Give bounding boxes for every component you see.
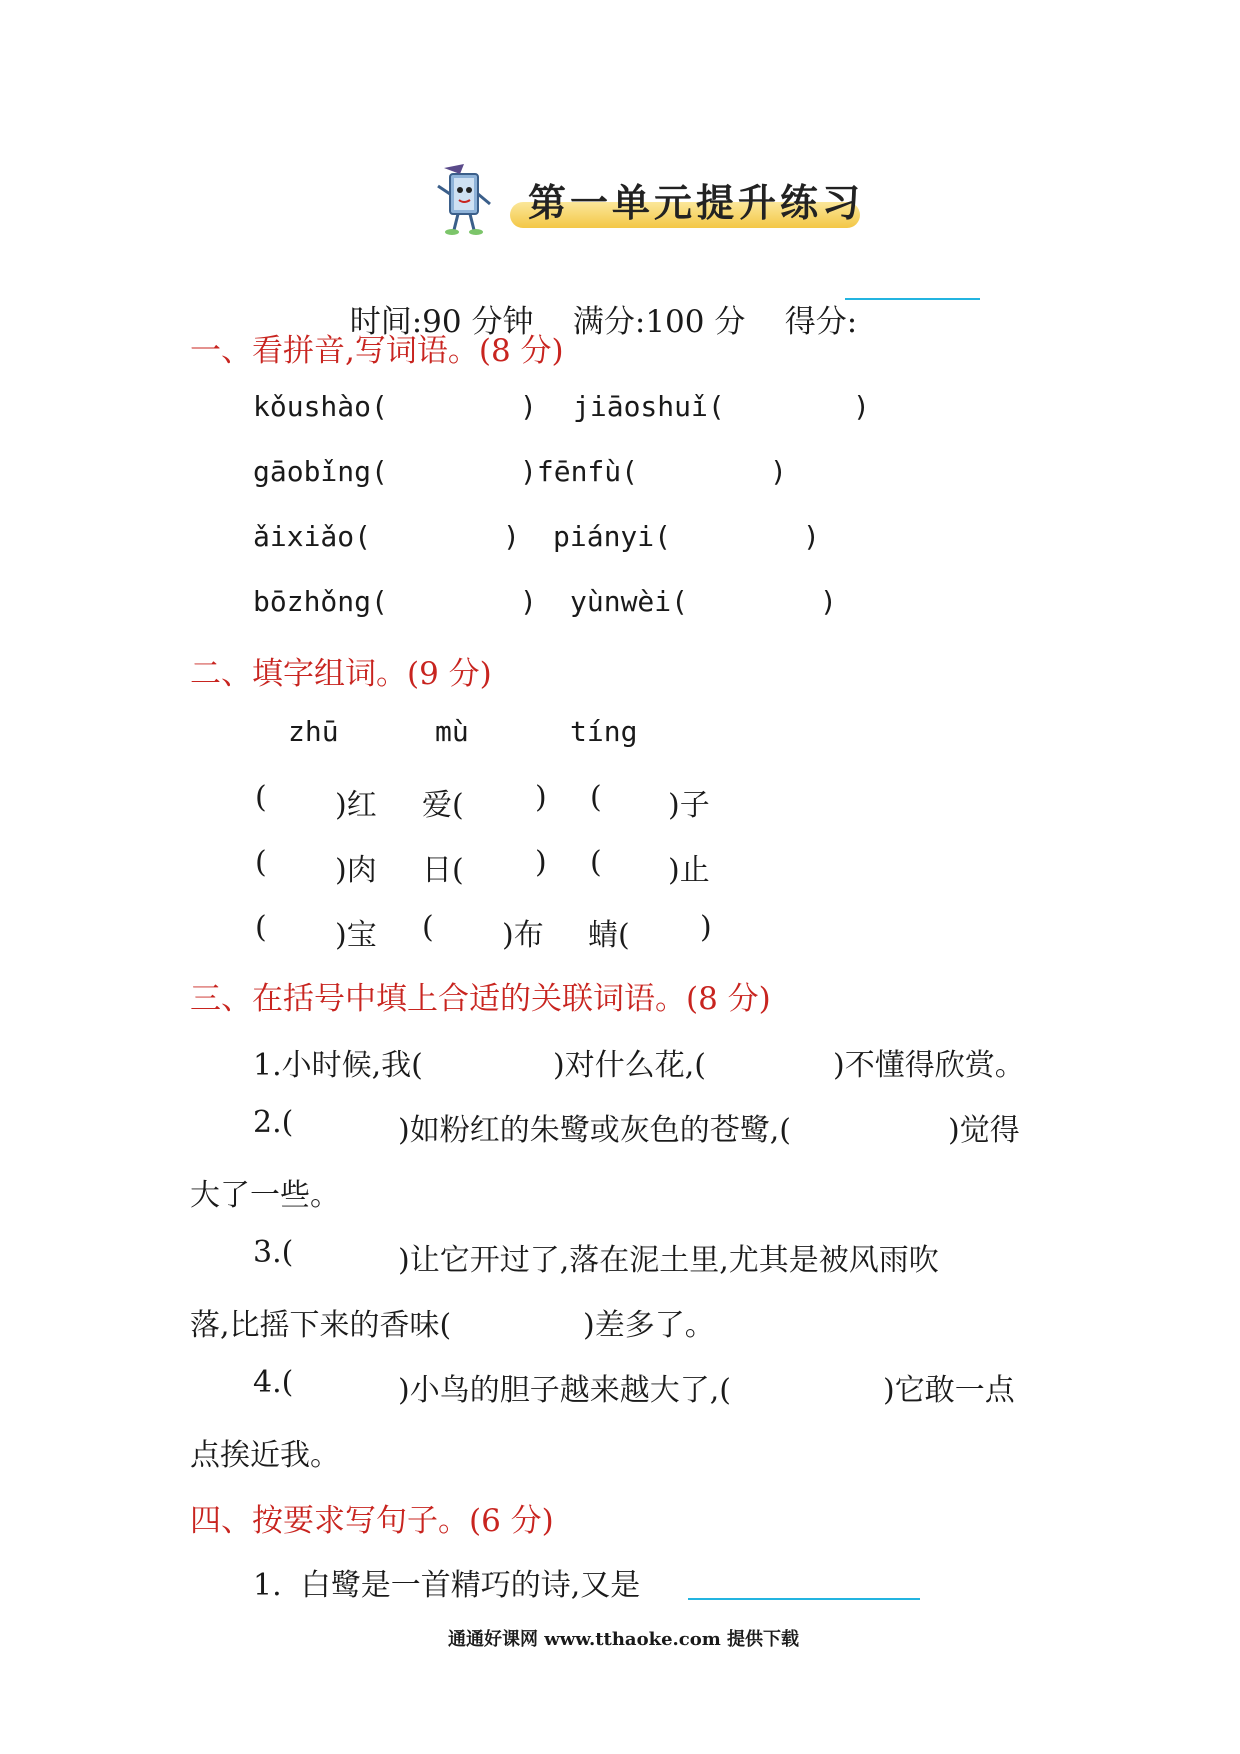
section-heading-3: 三、在括号中填上合适的关联词语。(8 分) (190, 981, 771, 1017)
word-paren: ( (590, 780, 602, 815)
pinyin-item: kǒushào( (253, 390, 388, 423)
word-char: )肉 (335, 853, 377, 888)
pinyin-item: )fēnfù( (520, 455, 639, 488)
sentence-4-part: 4.( (253, 1365, 294, 1400)
pinyin-paren: ) (503, 520, 520, 553)
pinyin-item: piányi( (553, 520, 672, 553)
pinyin-hint: tíng (570, 715, 638, 748)
pinyin-paren: ) (520, 585, 537, 618)
word-char: )宝 (335, 918, 377, 953)
score-label: 得分: (784, 304, 858, 340)
book-mascot-icon (430, 160, 500, 240)
sentence-prompt: 1. 白鹭是一首精巧的诗,又是 (253, 1568, 641, 1603)
pinyin-paren: ) (770, 455, 787, 488)
section-heading-4: 四、按要求写句子。(6 分) (190, 1503, 554, 1539)
pinyin-item: yùnwèi( (570, 585, 689, 618)
sentence-2-part: )觉得 (948, 1113, 1020, 1148)
answer-blank[interactable] (688, 1598, 920, 1600)
section-heading-1: 一、看拼音,写词语。(8 分) (190, 333, 564, 369)
pinyin-paren: ) (520, 390, 537, 423)
pinyin-paren: ) (803, 520, 820, 553)
footer-credit: 通通好课网 www.tthaoke.com 提供下载 (448, 1629, 800, 1650)
time-limit: 时间:90 分钟 (349, 304, 534, 340)
word-paren: ) (535, 845, 547, 880)
sentence-2-cont: 大了一些。 (190, 1178, 340, 1213)
sentence-3-part: 3.( (253, 1235, 294, 1270)
word-char: )红 (335, 788, 377, 823)
pinyin-item: bōzhǒng( (253, 585, 388, 618)
section-heading-2: 二、填字组词。(9 分) (190, 656, 492, 692)
sentence-1-part: )对什么花,( (553, 1048, 706, 1083)
word-char: )布 (502, 918, 544, 953)
word-char: 爱( (422, 788, 464, 823)
sentence-1-part: 1.小时候,我( (253, 1048, 423, 1083)
pinyin-paren: ) (820, 585, 837, 618)
pinyin-item: ǎixiǎo( (253, 520, 372, 553)
sentence-2-part: )如粉红的朱鹭或灰色的苍鹭,( (398, 1113, 791, 1148)
sentence-4-cont: 点挨近我。 (190, 1438, 340, 1473)
sentence-3-cont: )差多了。 (583, 1308, 715, 1343)
sentence-2-part: 2.( (253, 1105, 294, 1140)
word-paren: ( (422, 910, 434, 945)
word-char: 蜻( (588, 918, 630, 953)
pinyin-item: jiāoshuǐ( (573, 390, 725, 423)
title-banner (430, 160, 880, 240)
word-paren: ( (255, 780, 267, 815)
word-paren: ( (255, 845, 267, 880)
word-char: )止 (668, 853, 710, 888)
score-blank[interactable] (845, 298, 980, 300)
pinyin-hint: mù (435, 715, 469, 748)
sentence-4-part: )小鸟的胆子越来越大了,( (398, 1373, 731, 1408)
pinyin-item: gāobǐng( (253, 455, 388, 488)
sentence-3-cont: 落,比摇下来的香味( (190, 1308, 452, 1343)
pinyin-hint: zhū (288, 715, 339, 748)
word-paren: ) (535, 780, 547, 815)
word-paren: ( (255, 910, 267, 945)
word-paren: ) (700, 910, 712, 945)
full-score: 满分:100 分 (572, 304, 746, 340)
sentence-4-part: )它敢一点 (883, 1373, 1015, 1408)
word-char: )子 (668, 788, 710, 823)
page-title: 第一单元提升练习 (528, 181, 865, 225)
sentence-1-part: )不懂得欣赏。 (833, 1048, 1025, 1083)
word-paren: ( (590, 845, 602, 880)
word-char: 日( (422, 853, 464, 888)
sentence-3-part: )让它开过了,落在泥土里,尤其是被风雨吹 (398, 1243, 939, 1278)
pinyin-paren: ) (853, 390, 870, 423)
